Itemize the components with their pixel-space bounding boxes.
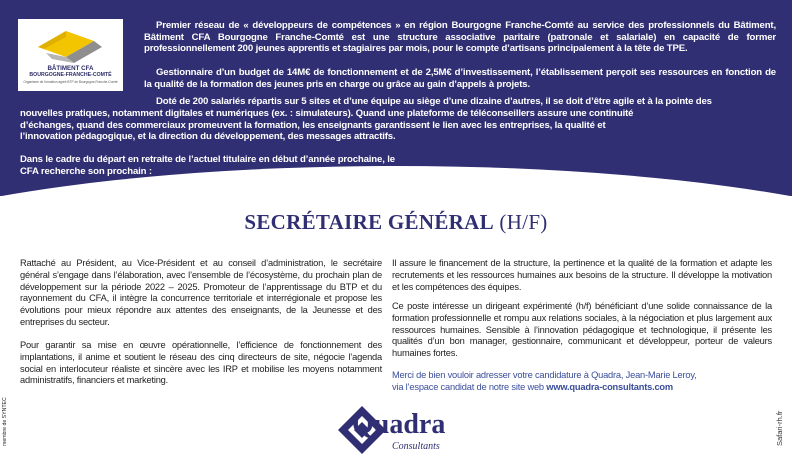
intro-paragraph-3-first-line: Doté de 200 salariés répartis sur 5 sites et d’une équipe au siège d’une dizaine d’autres, il se doit d’être agile et à la pointe des <box>156 96 712 107</box>
quadra-logo-name: Quadra <box>352 409 446 440</box>
cfa-logo <box>18 19 123 91</box>
right-paragraph-2: Ce poste intéresse un dirigeant expérimenté (h/f) bénéficiant d’une solide connaissance de la formation professionnelle et rompu aux relations sociales, à la négociation et plus largement aux ressources humaines. Sensible à l’innovation pédagogique et technologique, il présente les qualités d’un bon manager, gestionnaire, communicant et développeur, porteur de valeurs humaines fortes. <box>392 301 772 359</box>
syntec-member-label: membre de SYNTEC <box>2 397 8 446</box>
safari-rh-label: Safari-rh.fr <box>775 410 784 446</box>
left-paragraph-1: Rattaché au Président, au Vice-Président et au conseil d’administration, le secrétaire général s’engage dans l’élaboration, avec l’ensemble de l’écosystème, du prochain plan de développement sur la période 2022 – 2025. Promoteur de l’apprentissage du BTP et du rayonnement du CFA, il intègre la concurrence territoriale et interrégionale et propose les évolutions pour mieux répondre aux attentes des enseignants, de la Jeunesse et des entreprises du secteur. <box>20 258 382 327</box>
logo-region: BOURGOGNE-FRANCHE-COMTÉ <box>29 72 112 78</box>
header-banner <box>0 0 792 196</box>
contact-line-1: Merci de bien vouloir adresser votre candidature à Quadra, Jean-Marie Leroy, <box>392 370 697 380</box>
quadra-logo-sub: Consultants <box>392 441 440 452</box>
intro-paragraph-2: Gestionnaire d’un budget de 14M€ de fonctionnement et de 2,5M€ d’investissement, l’établissement perçoit ses ressources en fonction de la qualité de la formation des jeunes pris en charge ou grâce au gain d’appels à projets. <box>144 67 776 90</box>
intro-paragraph-1: Premier réseau de « développeurs de compétences » en région Bourgogne Franche-Comté au service des professionnels du Bâtiment, Bâtiment CFA Bourgogne Franche-Comté est une structure associative paritaire (patronale et salariale) en capacité de former professionnellement 200 jeunes apprentis et stagiaires par mois, pour le compte d’artisans principalement à la tête de TPE. <box>144 20 776 55</box>
cfa-logo-icon <box>32 25 108 63</box>
intro-paragraph-4: Dans le cadre du départ en retraite de l’actuel titulaire en début d’année prochaine, le CFA recherche son prochain : <box>20 154 395 177</box>
job-title-main: SECRÉTAIRE GÉNÉRAL <box>244 210 494 234</box>
left-paragraph-2: Pour garantir sa mise en œuvre opérationnelle, l’efficience de fonctionnement des implantations, il anime et soutient le réseau des cinq directeurs de site, négocie l’agenda social en interlocuteur réaliste et sincère avec les IRP et mobilise les moyens notamment administratifs, financiers et marketing. <box>20 340 382 386</box>
contact-website-link[interactable]: www.quadra-consultants.com <box>546 381 673 392</box>
contact-line-2: via l’espace candidat de notre site web <box>392 381 547 392</box>
logo-title: BÂTIMENT CFA <box>47 65 94 72</box>
logo-tagline: Organisme de formation agréé BTP de Bourgogne-Franche-Comté <box>23 80 118 84</box>
intro-paragraph-3: nouvelles pratiques, notamment digitales et numériques (ex. : simulateurs). Quand une plateforme de téléconseillers assure une continuité d’échanges, quand des commerciaux promeuvent la formation, les enseignants garantissent le lien avec les entreprises, la qualité et l’innovation pédagogique, et la direction du développement, des messages attractifs. <box>20 108 634 143</box>
job-title-suffix: (H/F) <box>493 210 548 234</box>
contact-info <box>392 370 772 394</box>
right-paragraph-1: Il assure le financement de la structure, la pertinence et la qualité de la formation et adapte les recrutements et les ressources humaines aux besoins de la structure. Il développe la motivation et les compétences des équipes. <box>392 258 772 292</box>
job-title <box>0 210 792 235</box>
